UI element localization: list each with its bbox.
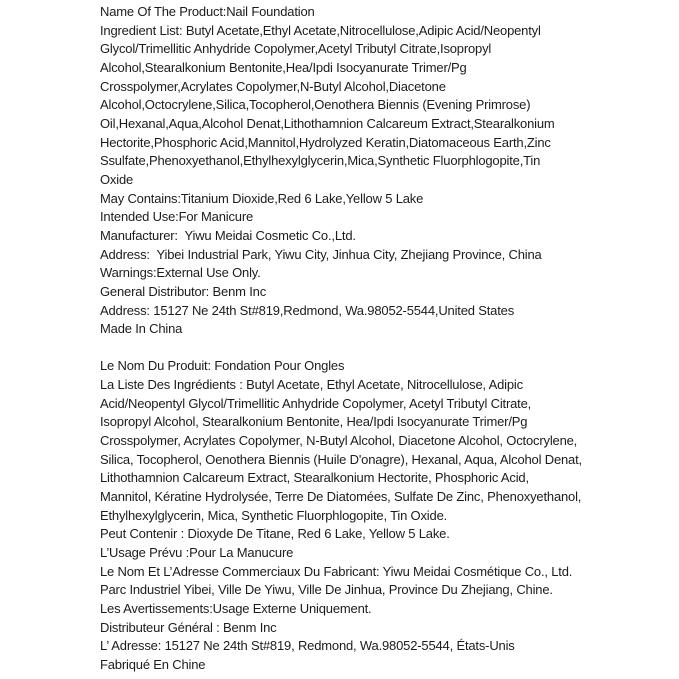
manufacturer-address-line-fr: Parc Industriel Yibei, Ville De Yiwu, Ville De Jinhua, Province Du Zhejiang, Chine.	[100, 582, 553, 598]
ingredient-list-line: Oxide	[100, 171, 134, 187]
may-contains-line-fr: Peut Contenir : Dioxyde De Titane, Red 6 Lake, Yellow 5 Lake.	[100, 526, 450, 542]
ingredient-list-line-fr: Ethylhexylglycerin, Mica, Synthetic Fluorphlogopite, Tin Oxide.	[100, 507, 448, 523]
ingredient-list-line-fr: Isopropyl Alcohol, Stearalkonium Bentonite, Hea/Ipdi Isocyanurate Trimer/Pg	[100, 414, 528, 430]
ingredient-list-line: Ssulfate,Phenoxyethanol,Ethylhexylglycerin,Mica,Synthetic Fluorphlogopite,Tin	[100, 153, 541, 169]
distributor-line-fr: Distributeur Général : Benm Inc	[100, 619, 277, 635]
ingredient-list-line-fr: La Liste Des Ingrédients : Butyl Acetate, Ethyl Acetate, Nitrocellulose, Adipic	[100, 377, 523, 393]
ingredient-list-line-fr: Crosspolymer, Acrylates Copolymer, N-Butyl Alcohol, Diacetone Alcohol, Octocrylene,	[100, 433, 578, 449]
may-contains-line: May Contains:Titanium Dioxide,Red 6 Lake,Yellow 5 Lake	[100, 190, 424, 206]
warnings-line-fr: Les Avertissements:Usage Externe Uniquement.	[100, 601, 372, 616]
ingredient-list-line: Glycol/Trimellitic Anhydride Copolymer,Acetyl Tributyl Citrate,Isopropyl	[100, 41, 492, 57]
ingredient-list-line-fr: Mannitol, Kératine Hydrolysée, Terre De Diatomées, Sulfate De Zinc, Phenoxyethanol,	[100, 489, 582, 505]
manufacturer-line: Manufacturer: Yiwu Meidai Cosmetic Co.,Ltd.	[100, 227, 356, 243]
ingredient-list-line: Ingredient List: Butyl Acetate,Ethyl Acetate,Nitrocellulose,Adipic Acid/Neopentyl	[100, 22, 541, 38]
distributor-line: General Distributor: Benm Inc	[100, 283, 267, 299]
ingredient-list-line-fr: Acid/Neopentyl Glycol/Trimellitic Anhydride Copolymer, Acetyl Tributyl Citrate,	[100, 395, 532, 411]
french-label-section	[100, 357, 660, 674]
ingredient-list-line: Oil,Hexanal,Aqua,Alcohol Denat,Lithothamnion Calcareum Extract,Stearalkonium	[100, 115, 555, 131]
manufacturer-line-fr: Le Nom Et L’Adresse Commerciaux Du Fabricant: Yiwu Meidai Cosmétique Co., Ltd.	[100, 563, 573, 579]
warnings-line: Warnings:External Use Only.	[100, 265, 261, 281]
intended-use-line-fr: L’Usage Prévu :Pour La Manucure	[100, 545, 294, 561]
ingredient-list-line: Alcohol,Octocrylene,Silica,Tocopherol,Oenothera Biennis (Evening Primrose)	[100, 97, 531, 113]
product-name-line: Name Of The Product:Nail Foundation	[100, 4, 315, 19]
distributor-address-line: Address: 15127 Ne 24th St#819,Redmond, Wa.98052-5544,United States	[100, 302, 515, 318]
made-in-line: Made In China	[100, 321, 183, 337]
ingredient-list-line-fr: Silica, Tocopherol, Oenothera Biennis (Huile D'onagre), Hexanal, Aqua, Alcohol Denat,	[100, 451, 582, 467]
ingredient-list-line: Hectorite,Phosphoric Acid,Mannitol,Hydrolyzed Keratin,Diatomaceous Earth,Zinc	[100, 134, 551, 150]
english-label-section	[100, 3, 660, 339]
ingredient-list-line: Crosspolymer,Acrylates Copolymer,N-Butyl Alcohol,Diacetone	[100, 78, 446, 94]
distributor-address-line-fr: L’ Adresse: 15127 Ne 24th St#819, Redmond, Wa.98052-5544, États-Unis	[100, 638, 515, 654]
ingredient-list-line: Alcohol,Stearalkonium Bentonite,Hea/Ipdi Isocyanurate Trimer/Pg	[100, 59, 467, 75]
product-name-line-fr: Le Nom Du Produit: Fondation Pour Ongles	[100, 358, 345, 374]
intended-use-line: Intended Use:For Manicure	[100, 209, 254, 225]
made-in-line-fr: Fabriqué En Chine	[100, 656, 206, 672]
ingredient-list-line-fr: Lithothamnion Calcareum Extract, Stearalkonium Hectorite, Phosphoric Acid,	[100, 470, 529, 486]
manufacturer-address-line: Address: Yibei Industrial Park, Yiwu City, Jinhua City, Zhejiang Province, China	[100, 246, 542, 262]
section-gap	[100, 339, 660, 358]
label-document	[100, 3, 660, 675]
